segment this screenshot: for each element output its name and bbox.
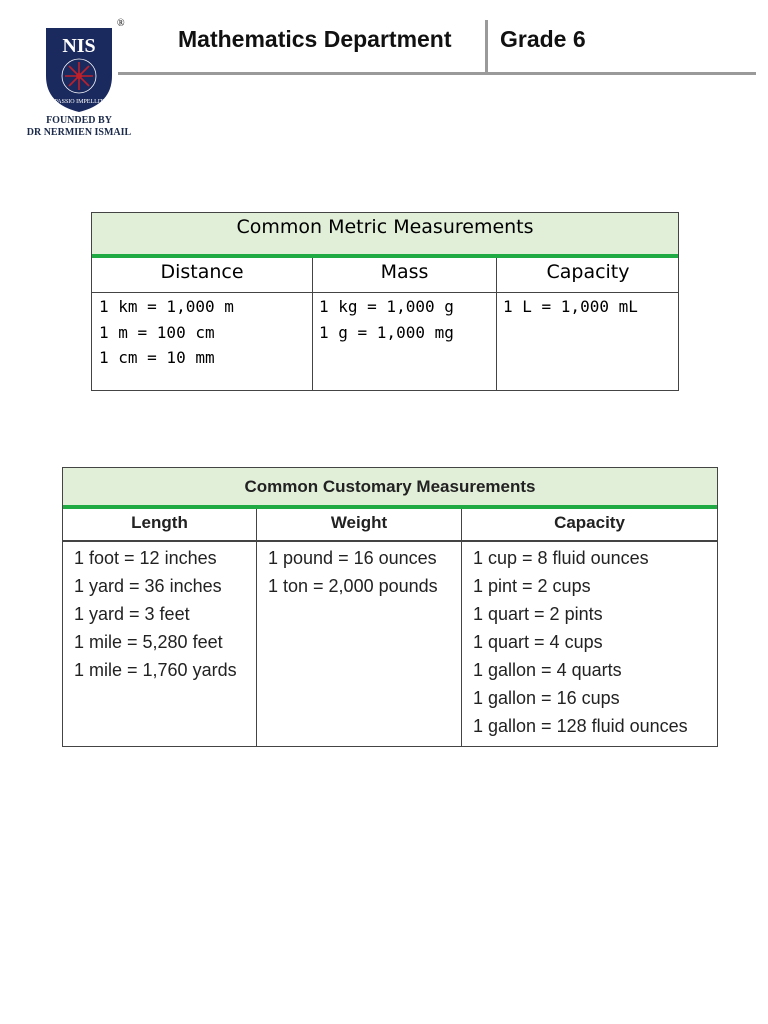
customary-header-capacity: Capacity [554, 513, 625, 532]
metric-header-mass: Mass [380, 261, 429, 283]
conversion-row: 1 ton = 2,000 pounds [268, 576, 438, 596]
conversion-row: 1 yard = 3 feet [74, 604, 190, 624]
metric-capacity-cell [503, 293, 638, 320]
registered-mark: ® [117, 18, 125, 29]
customary-capacity-cell [473, 544, 688, 740]
founded-line-2: DR NERMIEN ISMAIL [26, 127, 132, 138]
grade-title: Grade 6 [500, 26, 586, 52]
metric-table [91, 212, 679, 391]
customary-header-length: Length [131, 513, 188, 532]
logo-text: NIS [62, 35, 96, 57]
customary-weight-cell [268, 544, 438, 600]
conversion-row: 1 m = 100 cm [99, 322, 215, 342]
metric-mass-cell [319, 293, 454, 345]
conversion-row: 1 foot = 12 inches [74, 548, 217, 568]
conversion-row: 1 L = 1,000 mL [503, 297, 638, 316]
conversion-row: 1 gallon = 128 fluid ounces [473, 716, 688, 736]
column-divider [256, 509, 257, 747]
customary-table [62, 467, 718, 747]
founded-line-1: FOUNDED BY [46, 115, 112, 126]
metric-table-caption: Common Metric Measurements [92, 213, 678, 254]
column-divider [496, 258, 497, 391]
conversion-row: 1 pound = 16 ounces [268, 548, 437, 568]
header-divider [63, 540, 717, 542]
header-divider [485, 20, 488, 74]
header-rule [118, 72, 756, 75]
conversion-row: 1 g = 1,000 mg [319, 322, 454, 342]
logo-motto: PASSIO IMPELLIT [54, 99, 104, 105]
department-title: Mathematics Department [178, 26, 452, 52]
conversion-row: 1 km = 1,000 m [99, 297, 234, 316]
conversion-row: 1 cm = 10 mm [99, 348, 215, 367]
conversion-row: 1 yard = 36 inches [74, 576, 222, 596]
conversion-row: 1 mile = 5,280 feet [74, 632, 223, 652]
shield-icon [44, 26, 114, 114]
school-logo [20, 16, 138, 142]
metric-distance-cell [99, 293, 234, 371]
column-divider [461, 509, 462, 747]
conversion-row: 1 quart = 4 cups [473, 632, 603, 652]
customary-length-cell [74, 544, 237, 684]
conversion-row: 1 gallon = 4 quarts [473, 660, 622, 680]
conversion-row: 1 gallon = 16 cups [473, 688, 620, 708]
metric-header-capacity: Capacity [546, 261, 630, 283]
conversion-row: 1 kg = 1,000 g [319, 297, 454, 316]
column-divider [312, 258, 313, 391]
customary-table-caption: Common Customary Measurements [63, 468, 717, 505]
customary-header-weight: Weight [330, 513, 388, 532]
founded-by [20, 115, 138, 139]
conversion-row: 1 cup = 8 fluid ounces [473, 548, 649, 568]
conversion-row: 1 quart = 2 pints [473, 604, 603, 624]
metric-header-distance: Distance [160, 261, 244, 283]
conversion-row: 1 mile = 1,760 yards [74, 660, 237, 680]
conversion-row: 1 pint = 2 cups [473, 576, 591, 596]
